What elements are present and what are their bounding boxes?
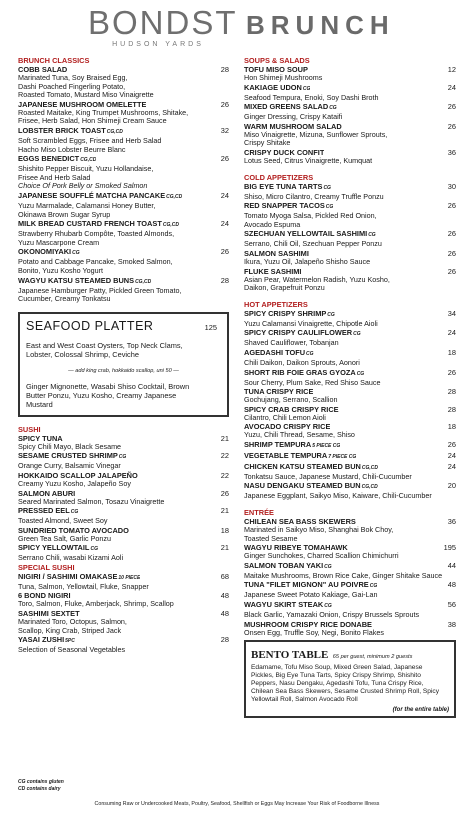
section-heading: SOUPS & SALADS: [244, 56, 310, 65]
item-description: Asian Pear, Watermelon Radish, Yuzu Kosho,: [244, 275, 390, 284]
item-name: SPICY CRAB CRISPY RICE: [244, 404, 339, 414]
item-description: Serrano Chili, wasabi Kizami Aoli: [18, 554, 124, 563]
item-description: Toasted Almond, Sweet Soy: [18, 517, 108, 526]
item-choice: Choice Of Pork Belly or Smoked Salmon: [18, 182, 148, 191]
item-description: Japanese Eggplant, Saikyo Miso, Kaiware, Chili-Cucumber: [244, 492, 432, 501]
allergen-tag: CG,CD: [80, 157, 97, 164]
item-price: 26: [220, 154, 229, 164]
menu-item: [244, 561, 456, 581]
item-name: WAGYU RIBEYE TOMAHAWK: [244, 543, 348, 553]
item-name: SZECHUAN YELLOWTAIL SASHIMICG: [244, 229, 376, 239]
item-price: 28: [447, 404, 456, 414]
platter-line: Mustard: [26, 400, 53, 410]
item-name: SPICY CRISPY CAULIFLOWERCG: [244, 328, 361, 338]
item-description: Bonito, Yuzu Kosho Yogurt: [18, 266, 103, 275]
item-description: Creamy Yuzu Kosho, Jalapeño Soy: [18, 479, 131, 488]
item-price: 24: [220, 219, 229, 229]
item-price: 26: [220, 488, 229, 498]
item-price: 28: [220, 65, 229, 74]
item-price: 18: [447, 422, 456, 432]
item-price: 195: [443, 543, 456, 553]
item-description: Japanese Sweet Potato Kakiage, Gai-Lan: [244, 591, 378, 600]
menu-item: [244, 182, 456, 202]
item-description: Gochujang, Serrano, Scallion: [244, 396, 338, 405]
menu-item: [244, 600, 456, 620]
item-price: 36: [447, 147, 456, 157]
bento-subtitle: 65 per guest, minimum 2 guests: [332, 654, 413, 661]
menu-item: [18, 100, 229, 126]
seafood-platter-box: [18, 312, 229, 417]
menu-item: [244, 620, 456, 638]
menu-item: [18, 154, 229, 191]
item-description: Yuzu, Chili Thread, Sesame, Shiso: [244, 431, 355, 440]
section-heading: HOT APPETIZERS: [244, 299, 308, 309]
item-name: HOKKAIDO SCALLOP JALAPEÑO: [18, 470, 138, 480]
item-price: 21: [220, 543, 229, 553]
allergen-tag: CG: [90, 546, 98, 553]
item-name: SUNDRIED TOMATO AVOCADO: [18, 525, 129, 535]
allergen-tag: CG,CD: [166, 193, 183, 200]
item-price: 24: [447, 328, 456, 338]
item-description: Dashi Poached Fingerling Potato,: [18, 82, 126, 91]
menu-item: [244, 387, 456, 405]
allergen-tag: 5PC: [65, 638, 75, 645]
menu-item: [244, 229, 456, 249]
allergen-tag: CG: [323, 184, 331, 191]
menu-item: [244, 309, 456, 329]
menu-item: [244, 328, 456, 348]
item-price: 24: [447, 461, 456, 471]
item-price: 34: [447, 308, 456, 318]
bento-footer: (for the entire table): [392, 707, 449, 714]
platter-line: Lobster, Colossal Shrimp, Ceviche: [26, 350, 139, 360]
menu-item: [244, 517, 456, 543]
item-price: 26: [447, 201, 456, 211]
item-name: YASAI ZUSHI5PC: [18, 635, 75, 645]
bento-table-box: [244, 640, 456, 718]
menu-item: [244, 148, 456, 166]
right-column: [244, 56, 456, 718]
menu-item: [18, 543, 229, 563]
item-name: JAPANESE SOUFFLÉ MATCHA PANCAKECG,CD: [18, 190, 183, 200]
item-name: COBB SALAD: [18, 65, 68, 74]
menu-item: [18, 126, 229, 154]
allergen-tag: CG: [369, 583, 378, 590]
item-price: 18: [447, 347, 456, 357]
item-name: CHILEAN SEA BASS SKEWERS: [244, 517, 356, 527]
item-description: Maitake Mushrooms, Brown Rice Cake, Ginger Shitake Sauce: [244, 571, 443, 580]
item-name: NIGIRI / SASHIMI OMAKASE10 PIECE: [18, 571, 141, 581]
item-name: WAGYU KATSU STEAMED BUNSCG,CD: [18, 275, 152, 285]
item-name: SHRIMP TEMPURA5 PIECE CG: [244, 439, 341, 449]
menu-item: [18, 65, 229, 100]
menu-title: BRUNCH: [246, 10, 395, 40]
item-description: Marinated in Saikyo Miso, Shanghai Bok Choy,: [244, 526, 394, 535]
item-description: Tomato Myoga Salsa, Pickled Red Onion,: [244, 212, 377, 221]
menu-item: [244, 462, 456, 482]
platter-line: East and West Coast Oysters, Top Neck Clams,: [26, 340, 183, 350]
allergen-tag: CG: [356, 370, 365, 377]
item-price: 26: [447, 121, 456, 131]
allergen-tag: CG: [324, 563, 332, 570]
menu-item: [244, 201, 456, 229]
item-description: Frisee And Herb Salad: [18, 173, 91, 182]
menu-item: [18, 434, 229, 452]
bento-line: Peppers, Nasu Dengaku, Agedashi Tofu, Tuna Crispy Rice,: [251, 680, 424, 688]
allergen-tag: CG,CD: [361, 464, 379, 471]
item-name: SALMON TOBAN YAKICG: [244, 560, 332, 570]
bento-line: Yellowtail Roll, Salmon Avocado Roll: [251, 696, 358, 704]
item-name: SALMON SASHIMI: [244, 248, 309, 258]
menu-item: [18, 191, 229, 219]
item-name: BIG EYE TUNA TARTSCG: [244, 181, 331, 191]
bond-st-logo: [88, 4, 238, 54]
menu-item: [18, 276, 229, 304]
menu-item: [244, 580, 456, 600]
left-column: [18, 56, 229, 655]
menu-header: [0, 0, 474, 58]
item-name: MUSHROOM CRISPY RICE DONABE: [244, 619, 372, 629]
item-price: 44: [447, 560, 456, 570]
item-description: Orange Curry, Balsamic Vinegar: [18, 462, 121, 471]
allergen-tag: CG: [306, 350, 314, 357]
item-price: 18: [220, 525, 229, 535]
item-description: Roasted Maitake, King Trumpet Mushrooms, Shitake,: [18, 108, 189, 117]
legend-dairy: CD contains dairy: [18, 786, 61, 792]
platter-description: [26, 341, 221, 360]
item-price: 48: [220, 591, 229, 601]
bento-description: [251, 664, 449, 704]
item-name: OKONOMIYAKICG: [18, 247, 80, 257]
item-name: SPICY CRISPY SHRIMPCG: [244, 308, 335, 318]
item-price: 12: [447, 65, 456, 74]
allergen-tag: CG: [70, 509, 79, 516]
item-name: CRISPY DUCK CONFIT: [244, 147, 325, 157]
item-name: SPICY TUNA: [18, 433, 63, 443]
item-price: 38: [447, 619, 456, 629]
item-price: 48: [220, 609, 229, 619]
item-description: Strawberry Rhubarb Compôte, Toasted Almonds,: [18, 230, 175, 239]
item-name: TUNA CRISPY RICE: [244, 387, 314, 397]
menu-item: [244, 543, 456, 561]
item-description: Crispy Shitake: [244, 139, 291, 148]
item-name: WAGYU SKIRT STEAKCG: [244, 600, 332, 610]
allergen-tag: CG,CD: [106, 128, 123, 135]
item-name: RED SNAPPER TACOSCG: [244, 201, 334, 211]
item-description: Tonkatsu Sauce, Japanese Mustard, Chili-Cucumber: [244, 472, 412, 481]
section-cold-appetizers: [244, 173, 456, 293]
item-description: Roasted Tomato, Mustard Miso Vinaigrette: [18, 91, 154, 100]
item-description: Marinated Toro, Octopus, Salmon,: [18, 618, 127, 627]
item-name: LOBSTER BRICK TOASTCG,CD: [18, 125, 123, 135]
item-name: KAKIAGE UDONCG: [244, 82, 311, 92]
platter-addon: — add king crab, hokkaido scallop, uni 50 —: [68, 367, 179, 374]
item-description: Shishito Pepper Biscuit, Yuzu Hollandaise,: [18, 165, 154, 174]
item-name: WARM MUSHROOM SALAD: [244, 121, 342, 131]
menu-item: [18, 247, 229, 275]
item-price: 26: [447, 439, 456, 449]
menu-item: [244, 83, 456, 103]
allergen-tag: 10 PIECE: [118, 574, 141, 581]
item-description: Yuzu Marmalade, Calamansi Honey Butter,: [18, 201, 156, 210]
item-price: 26: [447, 367, 456, 377]
bento-line: Chilean Sea Bass Skewers, Sesame Crusted Shrimp Roll, Spicy: [251, 688, 439, 696]
item-description: Sour Cherry, Plum Sake, Red Shiso Sauce: [244, 378, 381, 387]
item-description: Ginger Dressing, Crispy Kataifi: [244, 113, 343, 122]
item-name: 6 BOND NIGIRI: [18, 591, 71, 601]
allergen-tag: CG: [72, 250, 80, 257]
allergen-tag: 7 PIECE CG: [328, 453, 357, 460]
item-name: SPICY YELLOWTAILCG: [18, 543, 98, 553]
item-name: SESAME CRUSTED SHRIMPCG: [18, 451, 127, 461]
menu-item: [244, 267, 456, 293]
item-description: Yuzu Mascarpone Cream: [18, 238, 100, 247]
platter-price: 125: [204, 322, 217, 332]
item-price: 28: [220, 635, 229, 645]
section-sushi: [18, 425, 229, 563]
item-price: 26: [447, 248, 456, 258]
item-description: Tuna, Salmon, Yellowtail, Fluke, Snapper: [18, 582, 149, 591]
item-description: Shaved Cauliflower, Tobanjan: [244, 339, 339, 348]
item-name: TUNA "FILET MIGNON" AU POIVRECG: [244, 580, 378, 590]
item-description: Scallop, King Crab, Striped Jack: [18, 626, 122, 635]
allergen-tag: 5 PIECE CG: [312, 442, 341, 449]
bento-line: Pickles, Big Eye Tuna Tarts, Spicy Crispy Shrimp, Shishito: [251, 672, 421, 680]
item-description: Cilantro, Chili Lemon Aioli: [244, 413, 326, 422]
item-description: Green Tea Salt, Garlic Ponzu: [18, 534, 111, 543]
item-description: Toasted Sesame: [244, 534, 298, 543]
section-heading: BRUNCH CLASSICS: [18, 56, 90, 65]
item-description: Potato and Cabbage Pancake, Smoked Salmon,: [18, 258, 173, 267]
item-name: PRESSED EELCG: [18, 506, 79, 516]
platter-sauces: [26, 382, 221, 410]
item-description: Avocado Espuma: [244, 220, 301, 229]
allergen-tag: CG: [302, 85, 311, 92]
menu-item: [244, 249, 456, 267]
item-description: Ginger Sunchokes, Charred Scallion Chimichurri: [244, 552, 399, 561]
platter-title: SEAFOOD PLATTER: [26, 318, 154, 333]
allergen-tag: CG: [118, 454, 127, 461]
item-description: Seafood Tempura, Enoki, Soy Dashi Broth: [244, 93, 379, 102]
item-description: Japanese Hamburger Patty, Pickled Green Tomato,: [18, 286, 182, 295]
allergen-tag: CG,CD: [162, 222, 179, 229]
item-price: 56: [447, 600, 456, 610]
item-price: 26: [447, 229, 456, 239]
item-price: 48: [447, 580, 456, 590]
item-description: Toro, Salmon, Fluke, Amberjack, Shrimp, Scallop: [18, 600, 174, 609]
item-description: Soft Scrambled Eggs, Frisee and Herb Salad: [18, 136, 162, 145]
item-price: 21: [220, 506, 229, 516]
menu-item: [18, 635, 229, 655]
item-name: SALMON ABURI: [18, 488, 76, 498]
menu-item: [244, 481, 456, 501]
menu-item: [244, 102, 456, 122]
allergen-tag: CG,CD: [361, 484, 378, 491]
section-heading: ENTRÉE: [244, 508, 274, 518]
menu-item: [244, 405, 456, 423]
menu-item: [244, 422, 456, 440]
item-price: 24: [447, 82, 456, 92]
item-description: Daikon, Grapefruit Ponzu: [244, 284, 325, 293]
section-heading: SPECIAL SUSHI: [18, 562, 75, 572]
menu-item: [244, 348, 456, 368]
item-price: 22: [220, 451, 229, 461]
menu-item: [18, 591, 229, 609]
menu-item: [18, 489, 229, 507]
menu-item: [18, 451, 229, 471]
item-name: SASHIMI SEXTET: [18, 609, 80, 619]
item-price: 26: [220, 247, 229, 257]
allergen-tag: CG: [329, 105, 337, 112]
item-description: Cucumber, Creamy Tonkatsu: [18, 295, 111, 304]
section-soups-salads: [244, 56, 456, 166]
item-name: EGGS BENEDICTCG,CD: [18, 154, 97, 164]
item-name: FLUKE SASHIMI: [244, 266, 302, 276]
item-name: MILK BREAD CUSTARD FRENCH TOASTCG,CD: [18, 219, 179, 229]
item-price: 26: [220, 99, 229, 109]
item-name: TOFU MISO SOUP: [244, 65, 308, 74]
item-description: Shiso, Micro Cilantro, Creamy Truffle Ponzu: [244, 192, 384, 201]
platter-line: Ginger Mignonette, Wasabi Shiso Cocktail, Brown: [26, 381, 190, 391]
section-entree: [244, 508, 456, 637]
section-hot-appetizers: [244, 300, 456, 501]
allergen-legend: [18, 779, 64, 793]
allergen-tag: CG: [368, 232, 376, 239]
logo-wordmark: BONDST: [88, 4, 238, 41]
allergen-tag: CG: [353, 331, 361, 338]
section-brunch-classics: [18, 56, 229, 304]
item-description: Frisee, Herb Salad, Hon Shimeji Cream Sauce: [18, 117, 167, 126]
item-description: Ikura, Yuzu Oil, Jalapeño Shisho Sauce: [244, 257, 371, 266]
item-name: AVOCADO CRISPY RICE: [244, 422, 331, 432]
platter-line: Butter Ponzu, Yuzu Kosho, Creamy Japanese: [26, 390, 177, 400]
menu-item: [244, 368, 456, 388]
item-description: Hon Shimeji Mushrooms: [244, 74, 323, 82]
item-description: Seared Marinated Salmon, Tosazu Vinaigrette: [18, 497, 165, 506]
section-heading: COLD APPETIZERS: [244, 172, 314, 182]
menu-item: [18, 219, 229, 247]
item-description: Lotus Seed, Citrus Vinaigrette, Kumquat: [244, 156, 373, 165]
item-description: Onsen Egg, Truffle Soy, Negi, Bonito Flakes: [244, 628, 384, 637]
item-description: Serrano, Chili Oil, Szechuan Pepper Ponzu: [244, 240, 382, 249]
item-name: MIXED GREENS SALADCG: [244, 102, 337, 112]
item-price: 68: [220, 571, 229, 581]
logo-location: HUDSON YARDS: [112, 41, 204, 48]
item-description: Spicy Chili Mayo, Black Sesame: [18, 442, 122, 451]
legend-gluten: CG contains gluten: [18, 779, 64, 785]
item-price: 22: [220, 470, 229, 480]
menu-item: [244, 122, 456, 148]
allergen-tag: CG,CD: [135, 278, 152, 285]
item-name: VEGETABLE TEMPURA7 PIECE CG: [244, 450, 357, 460]
item-name: JAPANESE MUSHROOM OMELETTE: [18, 99, 147, 109]
item-description: Chili Daikon, Daikon Sprouts, Aonori: [244, 358, 360, 367]
item-price: 28: [447, 387, 456, 397]
menu-item: [18, 506, 229, 526]
item-description: Hacho Miso Lobster Beurre Blanc: [18, 145, 126, 154]
item-description: Miso Vinaigrette, Mizuna, Sunflower Sprouts,: [244, 130, 388, 139]
item-price: 26: [447, 266, 456, 276]
section-special-sushi: [18, 563, 229, 655]
item-name: CHICKEN KATSU STEAMED BUNCG,CD: [244, 461, 379, 471]
allergen-tag: CG: [327, 311, 335, 318]
item-description: Okinawa Brown Sugar Syrup: [18, 210, 111, 219]
item-price: 26: [447, 102, 456, 112]
menu-item: [244, 440, 456, 451]
item-price: 36: [447, 517, 456, 527]
item-price: 28: [220, 275, 229, 285]
item-name: SHORT RIB FOIE GRAS GYOZACG: [244, 367, 365, 377]
item-price: 24: [447, 450, 456, 460]
menu-item: [18, 572, 229, 592]
menu-item: [244, 65, 456, 83]
item-price: 32: [220, 125, 229, 135]
item-name: NASU DENGAKU STEAMED BUNCG,CD: [244, 481, 378, 491]
item-description: Marinated Tuna, Soy Braised Egg,: [18, 74, 128, 82]
allergen-tag: CG: [325, 204, 334, 211]
allergen-tag: CG: [324, 603, 332, 610]
menu-item: [18, 609, 229, 635]
item-description: Black Garlic, Yamazaki Onion, Crispy Brussels Sprouts: [244, 611, 420, 620]
item-description: Yuzu Calamansi Vinaigrette, Chipotle Aioli: [244, 319, 378, 328]
item-price: 24: [220, 190, 229, 200]
menu-item: [18, 526, 229, 544]
item-price: 20: [447, 481, 456, 491]
menu-item: [18, 471, 229, 489]
item-name: AGEDASHI TOFUCG: [244, 347, 314, 357]
bento-line: Edamame, Tofu Miso Soup, Mixed Green Salad, Japanese: [251, 664, 423, 672]
bento-title: BENTO TABLE: [251, 649, 329, 662]
health-disclaimer: Consuming Raw or Undercooked Meats, Poultry, Seafood, Shellfish or Eggs May Increase Your Risk of Foodborne Illness: [94, 801, 380, 807]
item-price: 21: [220, 433, 229, 443]
menu-item: [244, 451, 456, 462]
item-price: 30: [447, 181, 456, 191]
section-heading: SUSHI: [18, 424, 41, 434]
item-description: Selection of Seasonal Vegetables: [18, 646, 126, 655]
